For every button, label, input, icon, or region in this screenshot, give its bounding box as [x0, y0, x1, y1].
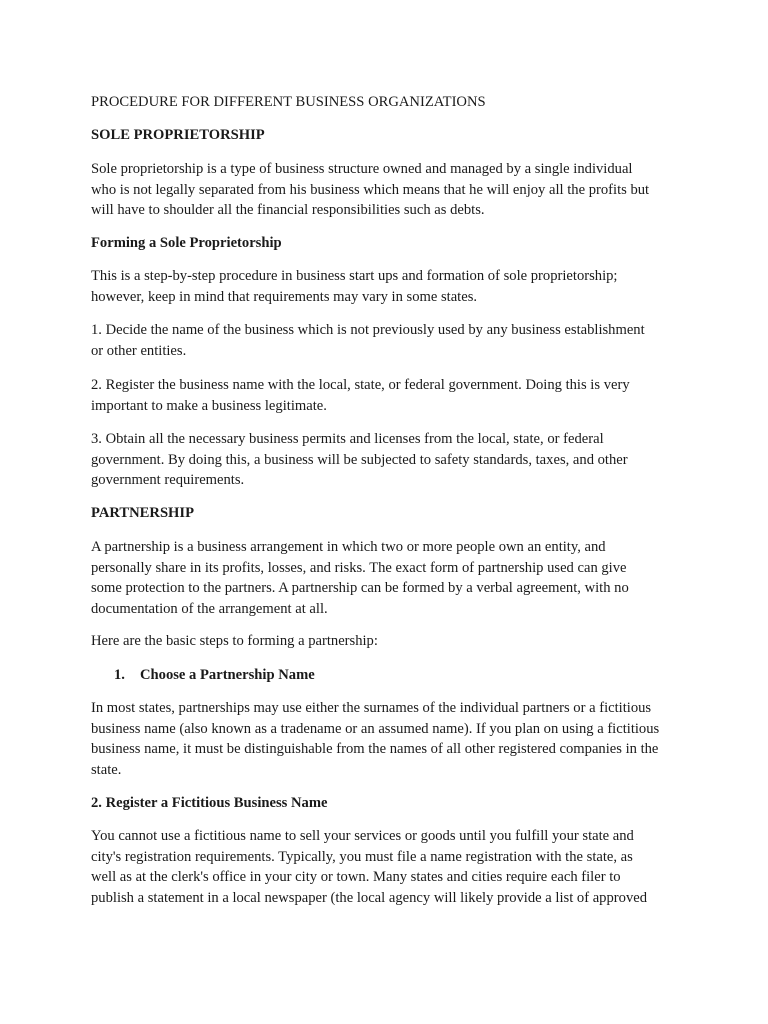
paragraph-line: documentation of the arrangement at all. — [91, 600, 328, 617]
paragraph-line: however, keep in mind that requirements may vary in some states. — [91, 288, 478, 305]
paragraph-line: This is a step-by-step procedure in business start ups and formation of sole proprietorship; — [91, 268, 618, 284]
sole-proprietorship-heading: SOLE PROPRIETORSHIP — [91, 127, 265, 143]
paragraph-line: some protection to the partners. A partnership can be formed by a verbal agreement, with no — [91, 580, 629, 597]
paragraph-line: important to make a business legitimate. — [91, 397, 327, 414]
paragraph-line: Sole proprietorship is a type of business structure owned and managed by a single individual — [91, 161, 633, 177]
paragraph-line: who is not legally separated from his business which means that he will enjoy all the profits but — [91, 181, 650, 198]
paragraph-line: state. — [91, 761, 122, 778]
paragraph-line: 3. Obtain all the necessary business permits and licenses from the local, state, or federal — [91, 431, 604, 447]
paragraph-line: personally share in its profits, losses, and risks. The exact form of partnership used can give — [91, 559, 627, 576]
paragraph-line: government. By doing this, a business will be subjected to safety standards, taxes, and other — [91, 451, 628, 468]
sole-step-2 — [91, 375, 691, 416]
paragraph-line: publish a statement in a local newspaper (the local agency will likely provide a list of approved — [91, 889, 648, 906]
paragraph-line: A partnership is a business arrangement in which two or more people own an entity, and — [91, 539, 606, 555]
sole-step-1 — [91, 320, 691, 361]
sole-step-3 — [91, 429, 691, 491]
list-number: 1. — [114, 667, 125, 683]
paragraph-line: 2. Register the business name with the local, state, or federal government. Doing this is very — [91, 377, 630, 393]
partnership-step-1-heading — [0, 665, 768, 687]
forming-sole-proprietorship-heading: Forming a Sole Proprietorship — [91, 235, 282, 251]
partnership-step-1-paragraph — [91, 698, 691, 780]
document-title: PROCEDURE FOR DIFFERENT BUSINESS ORGANIZATIONS — [91, 94, 486, 110]
paragraph-line: will have to shoulder all the financial responsibilities such as debts. — [91, 202, 485, 219]
list-heading-text: Choose a Partnership Name — [140, 667, 315, 683]
paragraph-line: government requirements. — [91, 472, 245, 489]
paragraph-line: 1. Decide the name of the business which is not previously used by any business establishment — [91, 322, 645, 338]
paragraph-line: In most states, partnerships may use either the surnames of the individual partners or a fictitious — [91, 700, 652, 716]
partnership-step-2-paragraph — [91, 826, 691, 908]
sole-proprietorship-paragraph — [91, 159, 691, 221]
partnership-steps-intro: Here are the basic steps to forming a partnership: — [91, 633, 378, 649]
paragraph-line: city's registration requirements. Typically, you must file a name registration with the state, as — [91, 848, 633, 865]
partnership-heading: PARTNERSHIP — [91, 505, 195, 521]
paragraph-line: business name (also known as a tradename or an assumed name). If you plan on using a fictitious — [91, 720, 660, 737]
partnership-step-2-heading: 2. Register a Fictitious Business Name — [91, 795, 328, 811]
paragraph-line: You cannot use a fictitious name to sell your services or goods until you fulfill your state and — [91, 828, 634, 844]
forming-intro-paragraph — [91, 266, 691, 307]
partnership-paragraph — [91, 537, 691, 619]
paragraph-line: well as at the clerk's office in your city or town. Many states and cities require each filer to — [91, 869, 621, 886]
paragraph-line: or other entities. — [91, 342, 187, 359]
paragraph-line: business name, it must be distinguishable from the names of all other registered companies in the — [91, 741, 659, 758]
